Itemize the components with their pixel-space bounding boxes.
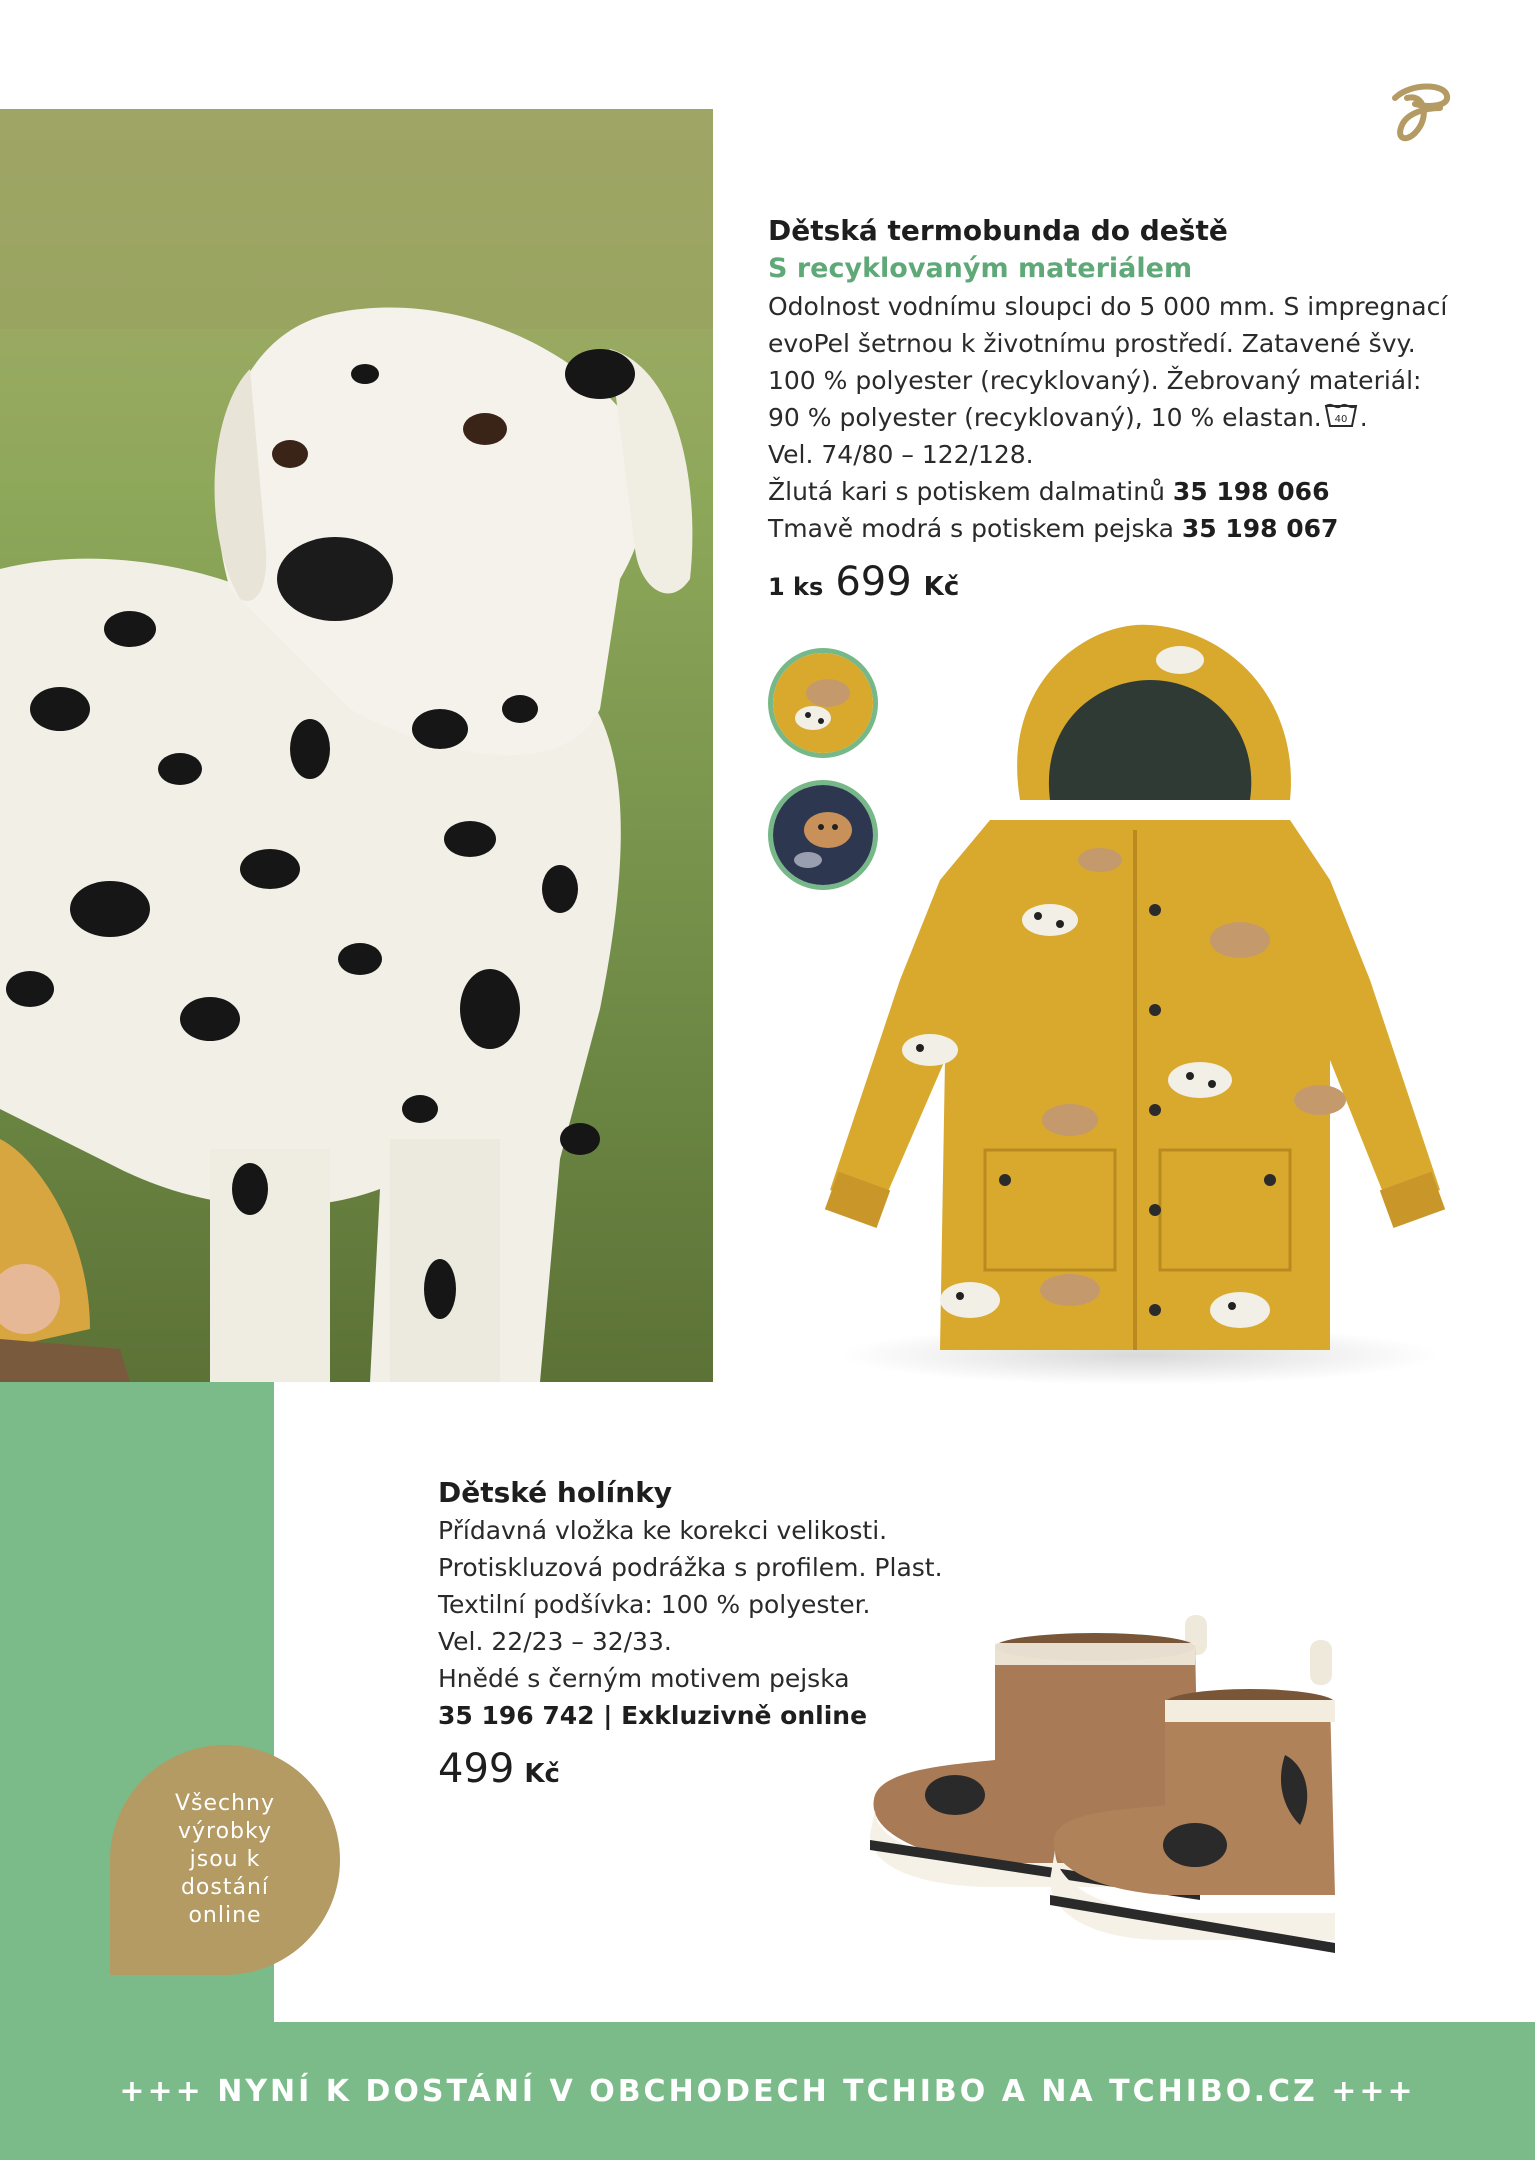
rain-boots-image <box>845 1595 1365 1955</box>
product-text-line: Textilní podšívka: 100 % polyester. <box>438 1590 871 1619</box>
product-text-line: Protiskluzová podrážka s profilem. Plast. <box>438 1553 943 1582</box>
product-text-line <box>768 399 1488 436</box>
line-end: . <box>1359 403 1368 432</box>
tchibo-logo-icon <box>1385 78 1455 153</box>
price-value: 699 <box>835 559 912 605</box>
product-jacket-description <box>768 212 1488 605</box>
wash-40-icon <box>1324 402 1358 428</box>
price-currency: Kč <box>524 1759 560 1789</box>
price-qty: 1 ks <box>768 573 824 601</box>
wash-temperature: 40 <box>1334 414 1348 425</box>
product-text-line: Hnědé s černým motivem pejska <box>438 1664 850 1693</box>
price-currency: Kč <box>923 572 960 602</box>
dalmatian-photo <box>0 109 713 1382</box>
product-title: Dětské holínky <box>438 1476 673 1509</box>
price <box>768 559 1488 605</box>
footer-text: +++ NYNÍ K DOSTÁNÍ V OBCHODECH TCHIBO A NA TCHIBO.CZ +++ <box>119 2073 1416 2109</box>
variant-line <box>768 510 1488 547</box>
variant-label: Tmavě modrá s potiskem pejska <box>768 514 1174 543</box>
product-text-line: Přídavná vložka ke korekci velikosti. <box>438 1516 888 1545</box>
product-sizes: Vel. 74/80 – 122/128. <box>768 440 1034 469</box>
product-text-line: evoPel šetrnou k životnímu prostředí. Zatavené švy. <box>768 329 1416 358</box>
variant-code: 35 198 066 <box>1172 477 1330 506</box>
product-text-line: Vel. 22/23 – 32/33. <box>438 1627 672 1656</box>
variant-label: Žlutá kari s potiskem dalmatinů <box>768 477 1165 506</box>
price-value: 499 <box>438 1746 515 1792</box>
product-text-line: 100 % polyester (recyklovaný). Žebrovaný materiál: <box>768 366 1422 395</box>
material-text: 90 % polyester (recyklovaný), 10 % elastan. <box>768 403 1322 432</box>
variant-code: 35 198 067 <box>1181 514 1339 543</box>
footer-banner <box>0 2022 1535 2160</box>
badge-text: Všechny výrobky jsou k dostání online <box>174 1791 276 1928</box>
product-text-line: Odolnost vodnímu sloupci do 5 000 mm. S impregnací <box>768 292 1448 321</box>
variant-line <box>768 473 1488 510</box>
product-code: 35 196 742 | Exkluzivně online <box>438 1701 868 1730</box>
product-subtitle: S recyklovaným materiálem <box>768 253 1193 284</box>
online-badge <box>110 1745 340 1975</box>
rain-jacket-image <box>770 620 1470 1410</box>
product-title: Dětská termobunda do deště <box>768 214 1228 247</box>
